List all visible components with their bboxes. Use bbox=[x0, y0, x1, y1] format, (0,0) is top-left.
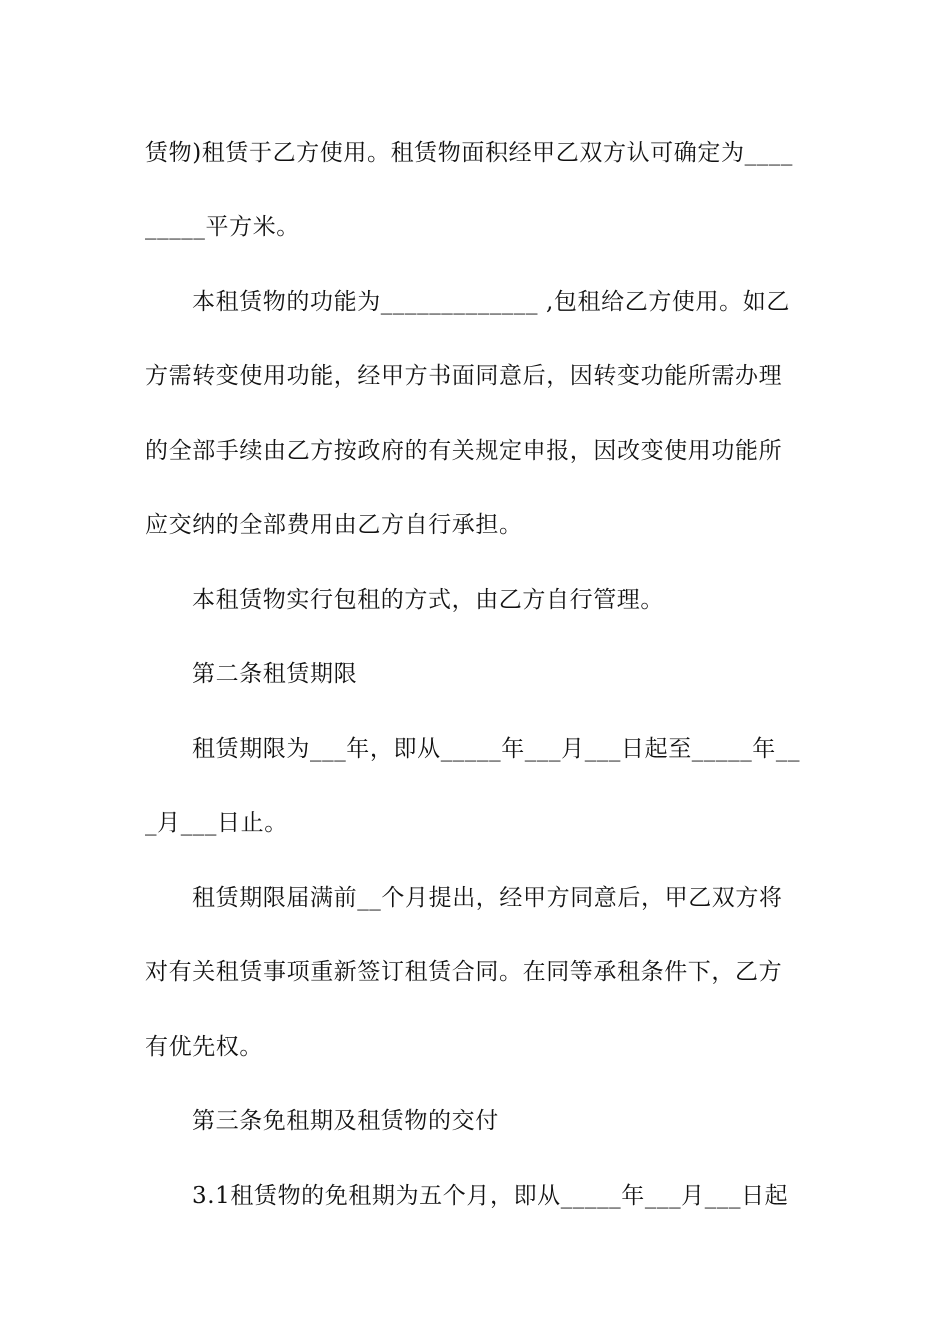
paragraph-line: 租赁期限届满前__个月提出，经甲方同意后，甲乙双方将 bbox=[192, 885, 783, 911]
paragraph-line: 的全部手续由乙方按政府的有关规定申报，因改变使用功能所 bbox=[145, 438, 783, 464]
paragraph-line: 3.1租赁物的免租期为五个月，即从_____年___月___日起 bbox=[192, 1183, 789, 1209]
paragraph-line: _月___日止。 bbox=[145, 810, 288, 836]
paragraph-line: 对有关租赁事项重新签订租赁合同。在同等承租条件下，乙方 bbox=[145, 959, 783, 985]
paragraph-line: _____平方米。 bbox=[145, 214, 300, 240]
paragraph-line: 应交纳的全部费用由乙方自行承担。 bbox=[145, 512, 523, 538]
paragraph-line: 租赁期限为___年，即从_____年___月___日起至_____年__ bbox=[192, 736, 801, 762]
paragraph-line: 有优先权。 bbox=[145, 1034, 263, 1060]
paragraph-line: 本租赁物的功能为_____________ ,包租给乙方使用。如乙 bbox=[192, 289, 790, 315]
paragraph-line: 本租赁物实行包租的方式，由乙方自行管理。 bbox=[192, 587, 664, 613]
section-heading: 第三条免租期及租赁物的交付 bbox=[192, 1108, 499, 1134]
paragraph-line: 方需转变使用功能，经甲方书面同意后，因转变功能所需办理 bbox=[145, 363, 783, 389]
paragraph-line: 赁物)租赁于乙方使用。租赁物面积经甲乙双方认可确定为____ bbox=[145, 140, 793, 166]
section-heading: 第二条租赁期限 bbox=[192, 661, 358, 687]
